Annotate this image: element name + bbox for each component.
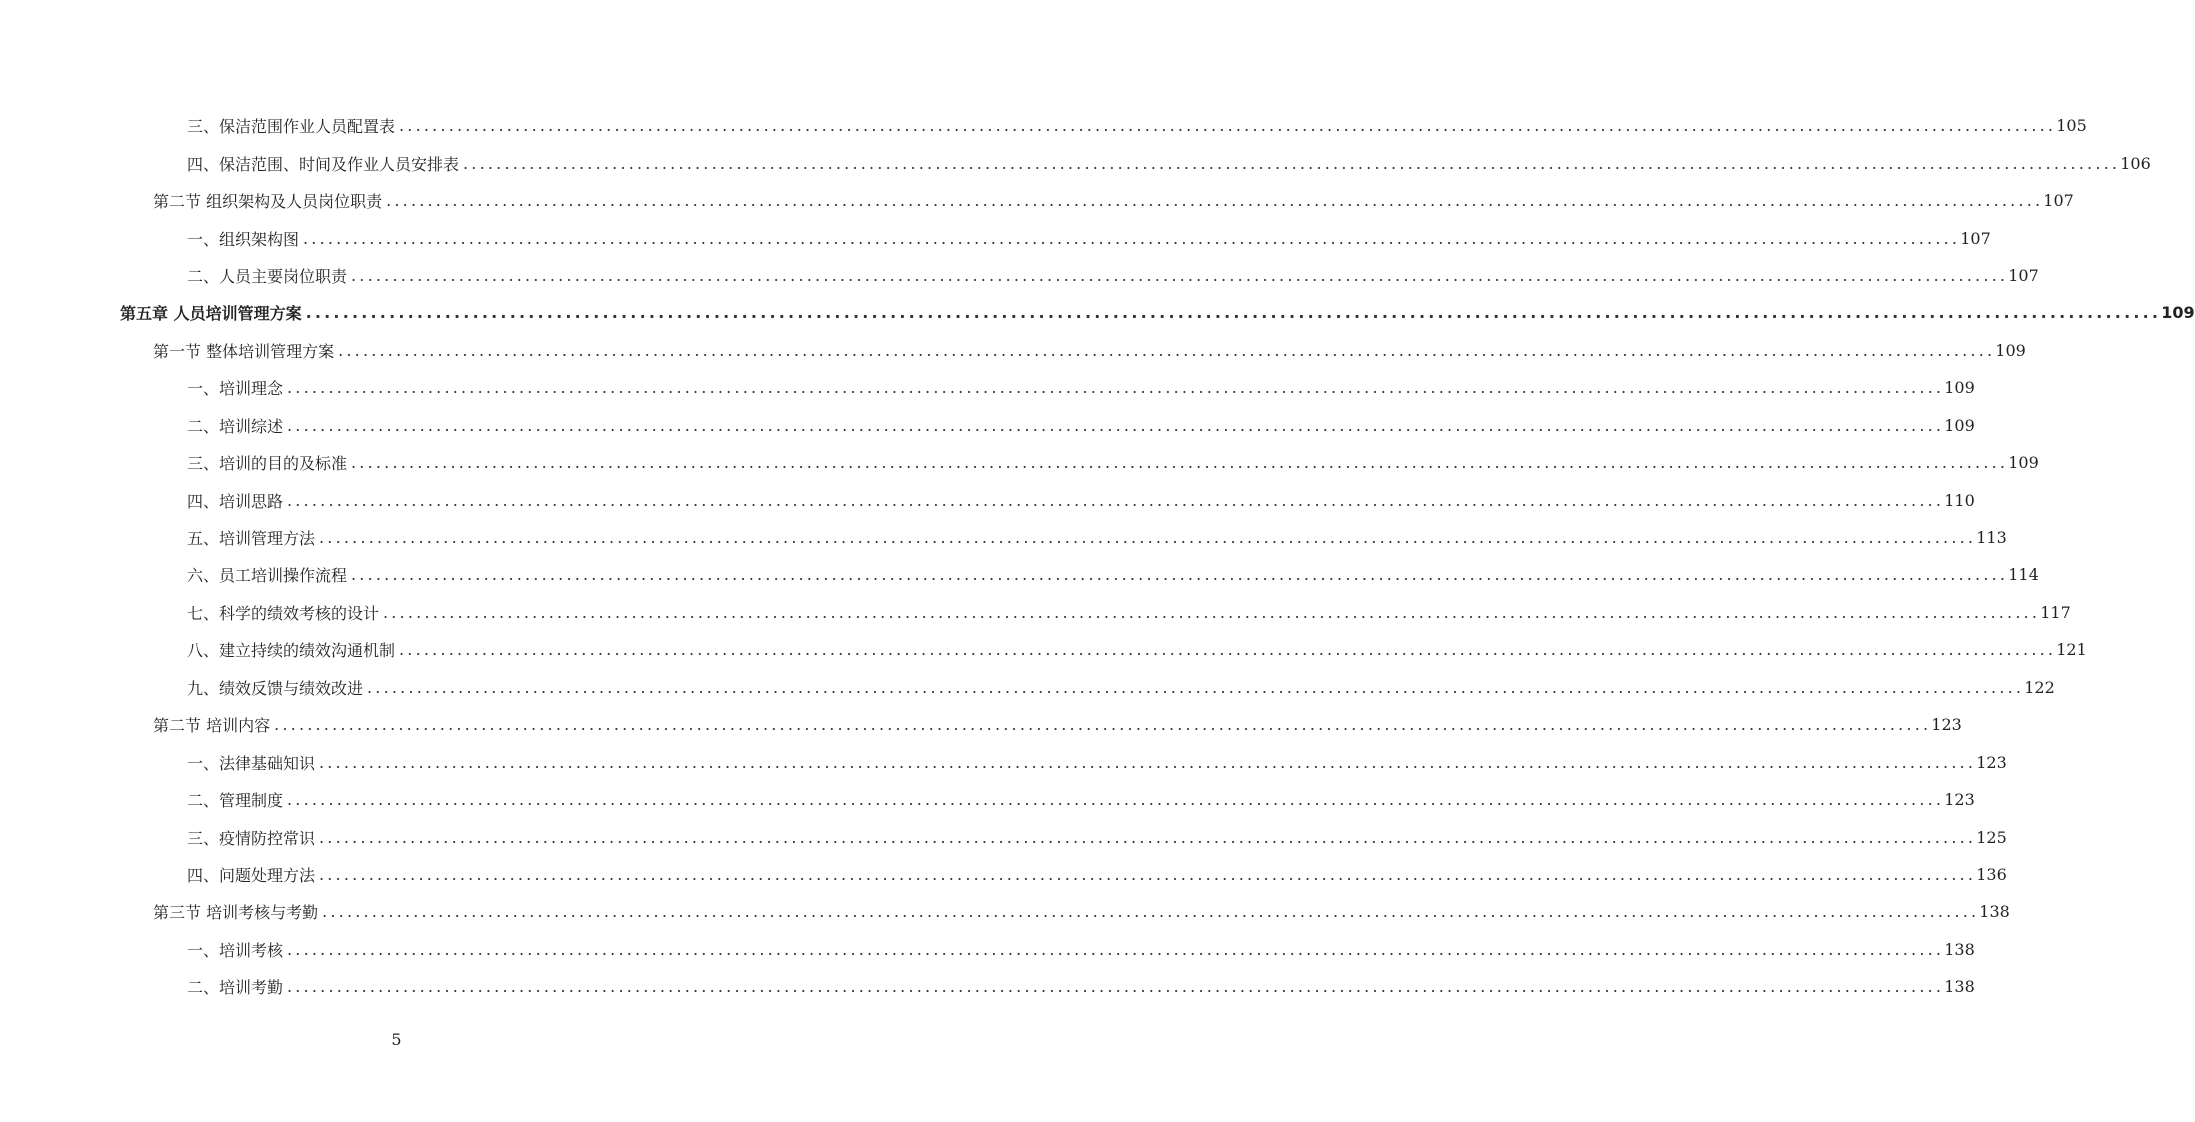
toc-entry-title: 第二节 组织架构及人员岗位职责 [153,192,383,212]
toc-entry[interactable] [0,257,2039,294]
toc-entry-page: 123 [1931,715,1962,735]
dot-leader: ........................................................................................................................................................................................................ [287,490,1945,510]
toc-entry-page: 109 [1944,378,1975,398]
toc-entry-title: 八、建立持续的绩效沟通机制 [187,641,396,661]
toc-entry-page: 110 [1944,490,1975,510]
toc-entry[interactable] [0,856,2007,893]
toc-entry-title: 四、培训思路 [187,491,284,511]
dot-leader: ........................................................................................................................................................................................................ [399,640,2057,660]
dot-leader: ........................................................................................................................................................................................................ [305,303,2162,323]
toc-entry-title: 第二节 培训内容 [153,716,271,736]
dot-leader: ........................................................................................................................................................................................................ [319,827,1977,847]
dot-leader: ........................................................................................................................................................................................................ [367,677,2025,697]
toc-entry-page: 109 [2161,303,2195,323]
toc-entry-page: 109 [1944,415,1975,435]
dot-leader: ........................................................................................................................................................................................................ [287,977,1945,997]
toc-entry-page: 138 [1944,977,1975,997]
dot-leader: ........................................................................................................................................................................................................ [319,752,1977,772]
toc-entry-page: 138 [1944,939,1975,959]
table-of-contents [0,107,2195,1006]
toc-entry-page: 121 [2056,640,2087,660]
toc-entry-title: 第五章 人员培训管理方案 [120,304,302,324]
dot-leader: ........................................................................................................................................................................................................ [351,265,2009,285]
dot-leader: ........................................................................................................................................................................................................ [463,153,2121,173]
toc-entry-title: 一、培训考核 [187,940,284,960]
dot-leader: ........................................................................................................................................................................................................ [287,378,1945,398]
toc-entry-page: 107 [2043,191,2074,211]
toc-entry-title: 四、保洁范围、时间及作业人员安排表 [187,154,460,174]
toc-entry[interactable] [0,631,2087,668]
dot-leader: ........................................................................................................................................................................................................ [399,116,2057,136]
dot-leader: ........................................................................................................................................................................................................ [303,228,1961,248]
toc-entry[interactable] [0,743,2007,780]
toc-entry-title: 三、疫情防控常识 [187,828,316,848]
toc-entry-title: 五、培训管理方法 [187,529,316,549]
toc-entry-page: 105 [2056,116,2087,136]
toc-entry-title: 三、培训的目的及标准 [187,454,348,474]
toc-entry-page: 107 [2008,265,2039,285]
toc-entry[interactable] [0,968,1975,1005]
toc-entry[interactable] [0,219,1991,256]
toc-entry-page: 123 [1976,752,2007,772]
toc-entry-page: 114 [2008,565,2039,585]
toc-entry-title: 二、培训综述 [187,416,284,436]
toc-entry-page: 107 [1960,228,1991,248]
toc-entry[interactable] [0,481,1975,518]
toc-entry-page: 117 [2040,602,2071,622]
toc-entry-page: 106 [2120,153,2151,173]
toc-entry[interactable] [0,556,2039,593]
dot-leader: ........................................................................................................................................................................................................ [386,191,2044,211]
toc-entry[interactable] [0,144,2151,181]
dot-leader: ........................................................................................................................................................................................................ [274,715,1932,735]
toc-entry-title: 六、员工培训操作流程 [187,566,348,586]
toc-entry[interactable] [0,182,2074,219]
dot-leader: ........................................................................................................................................................................................................ [338,340,1996,360]
dot-leader: ........................................................................................................................................................................................................ [383,602,2041,622]
toc-entry[interactable] [0,107,2087,144]
toc-entry-page: 113 [1976,528,2007,548]
dot-leader: ........................................................................................................................................................................................................ [351,453,2009,473]
toc-entry-title: 七、科学的绩效考核的设计 [187,603,380,623]
toc-entry-title: 一、组织架构图 [187,229,300,249]
toc-entry-title: 一、法律基础知识 [187,753,316,773]
toc-entry-page: 138 [1979,902,2010,922]
toc-entry-page: 125 [1976,827,2007,847]
dot-leader: ........................................................................................................................................................................................................ [319,864,1977,884]
toc-entry[interactable] [0,931,1975,968]
dot-leader: ........................................................................................................................................................................................................ [287,790,1945,810]
toc-entry-title: 二、培训考勤 [187,978,284,998]
toc-entry-title: 二、管理制度 [187,791,284,811]
toc-entry-title: 第一节 整体培训管理方案 [153,341,335,361]
toc-entry[interactable] [0,519,2007,556]
toc-entry[interactable] [0,369,1975,406]
toc-entry[interactable] [0,818,2007,855]
toc-entry-title: 四、问题处理方法 [187,865,316,885]
toc-entry[interactable] [0,781,1975,818]
dot-leader: ........................................................................................................................................................................................................ [319,528,1977,548]
toc-entry-title: 二、人员主要岗位职责 [187,266,348,286]
toc-entry-page: 109 [2008,453,2039,473]
dot-leader: ........................................................................................................................................................................................................ [351,565,2009,585]
toc-entry[interactable] [0,444,2039,481]
toc-entry-page: 122 [2024,677,2055,697]
toc-entry[interactable] [0,332,2026,369]
toc-entry[interactable] [0,669,2055,706]
dot-leader: ........................................................................................................................................................................................................ [287,415,1945,435]
toc-entry[interactable] [0,294,2195,331]
toc-entry[interactable] [0,594,2071,631]
toc-entry[interactable] [0,893,2010,930]
toc-entry[interactable] [0,706,1962,743]
dot-leader: ........................................................................................................................................................................................................ [287,939,1945,959]
dot-leader: ........................................................................................................................................................................................................ [322,902,1980,922]
toc-entry-page: 123 [1944,790,1975,810]
toc-entry-page: 109 [1995,340,2026,360]
toc-entry-title: 三、保洁范围作业人员配置表 [187,117,396,137]
toc-entry-page: 136 [1976,864,2007,884]
toc-entry-title: 九、绩效反馈与绩效改进 [187,678,364,698]
toc-entry-title: 一、培训理念 [187,379,284,399]
toc-entry[interactable] [0,407,1975,444]
toc-entry-title: 第三节 培训考核与考勤 [153,903,319,923]
page-number: 5 [391,1030,402,1049]
